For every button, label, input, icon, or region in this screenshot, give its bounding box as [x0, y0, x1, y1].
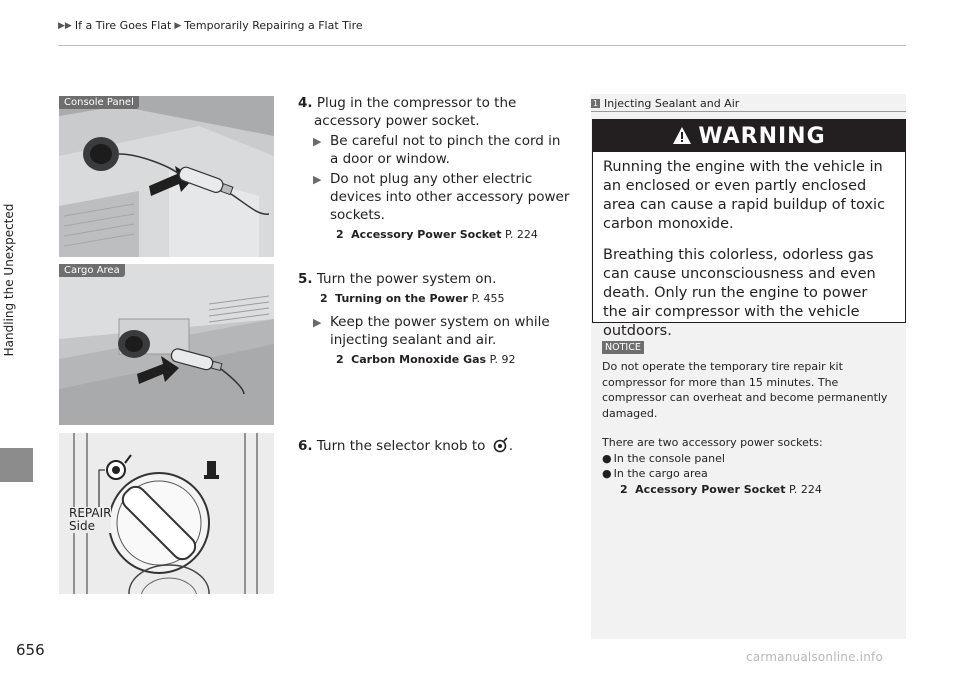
- selector-knob-illustration: [59, 433, 274, 594]
- figure-label: Console Panel: [59, 96, 139, 109]
- reference-icon: 2: [620, 482, 628, 496]
- cross-reference-link[interactable]: 2 Accessory Power Socket P. 224: [336, 228, 538, 241]
- breadcrumb-arrow-icon: ▶▶: [58, 20, 72, 31]
- step-bullet: ▶ Keep the power system on while injecting sealant and air.: [313, 314, 550, 348]
- breadcrumb-arrow-icon: ▶: [174, 20, 182, 31]
- cross-reference-link[interactable]: 2 Accessory Power Socket P. 224: [620, 482, 822, 496]
- reference-icon: 2: [336, 228, 344, 241]
- warning-triangle-icon: [672, 126, 692, 146]
- breadcrumb-page[interactable]: Temporarily Repairing a Flat Tire: [184, 19, 363, 32]
- tire-repair-icon: [493, 437, 509, 453]
- notes-sidebar: [591, 94, 906, 639]
- step-text: Turn the power system on.: [316, 271, 497, 287]
- bullet-arrow-icon: ▶: [313, 316, 322, 329]
- reference-icon: 2: [336, 353, 344, 366]
- notice-badge: NOTICE: [602, 341, 644, 354]
- console-panel-illustration: [59, 96, 274, 257]
- cargo-socket-drawing: [59, 264, 274, 425]
- chapter-label-text: Handling the Unexpected: [2, 203, 16, 357]
- cargo-area-illustration: [59, 264, 274, 425]
- step-number: 4.: [298, 95, 313, 111]
- cross-reference-link[interactable]: 2 Turning on the Power P. 455: [320, 292, 505, 305]
- repair-side-callout: [69, 507, 111, 533]
- watermark-footer: carmanualsonline.info: [746, 650, 883, 664]
- chapter-side-label: [2, 110, 16, 450]
- socket-item: ● In the cargo area: [602, 467, 708, 480]
- cross-reference-link[interactable]: 2 Carbon Monoxide Gas P. 92: [336, 353, 516, 366]
- sidebar-divider: [591, 111, 906, 112]
- notice-text: Do not operate the temporary tire repair kit compressor for more than 15 minutes. The compressor can overheat and become permanently damaged.: [602, 360, 888, 420]
- notice-notes: [602, 359, 897, 497]
- page-number: 656: [16, 641, 45, 659]
- step-4: [298, 94, 570, 244]
- figure-label: Cargo Area: [59, 264, 125, 277]
- socket-item: ● In the console panel: [602, 451, 725, 465]
- bullet-arrow-icon: ▶: [313, 173, 322, 186]
- bullet-arrow-icon: ▶: [313, 135, 322, 148]
- console-socket-drawing: [59, 96, 274, 257]
- warning-header: [593, 120, 905, 152]
- warning-title: WARNING: [698, 123, 826, 149]
- breadcrumb: [58, 19, 363, 32]
- header-divider: [58, 45, 906, 46]
- note-ref-icon: 1: [592, 99, 599, 108]
- side-label: Side: [69, 519, 95, 533]
- procedure-steps: [298, 94, 570, 455]
- sockets-intro: There are two accessory power sockets:: [602, 436, 823, 449]
- step-text: Turn the selector knob to: [316, 438, 486, 454]
- breadcrumb-section[interactable]: If a Tire Goes Flat: [74, 19, 172, 32]
- step-5: [298, 270, 570, 369]
- step-number: 6.: [298, 438, 313, 454]
- repair-label: REPAIR: [69, 506, 112, 520]
- step-number: 5.: [298, 271, 313, 287]
- sidebar-heading: [591, 97, 906, 110]
- chapter-tab: [0, 448, 33, 482]
- warning-body: Running the engine with the vehicle in an enclosed or even partly enclosed area can cause a rapid buildup of toxic carbon monoxide. Breathing this colorless, odorless gas can cause unconsciousness and even death. Only run the engine to power the air compressor with the vehicle outdoors.: [603, 159, 886, 339]
- warning-box: [592, 119, 906, 339]
- step-text: Plug in the compressor to the accessory power socket.: [314, 95, 517, 129]
- step-bullet: ▶ Do not plug any other electric devices into other accessory power sockets.: [313, 171, 570, 223]
- reference-icon: 2: [320, 292, 328, 305]
- step-6: 6. Turn the selector knob to .: [298, 438, 514, 454]
- sidebar-title: Injecting Sealant and Air: [604, 97, 740, 110]
- step-bullet: ▶ Be careful not to pinch the cord in a door or window.: [313, 133, 561, 167]
